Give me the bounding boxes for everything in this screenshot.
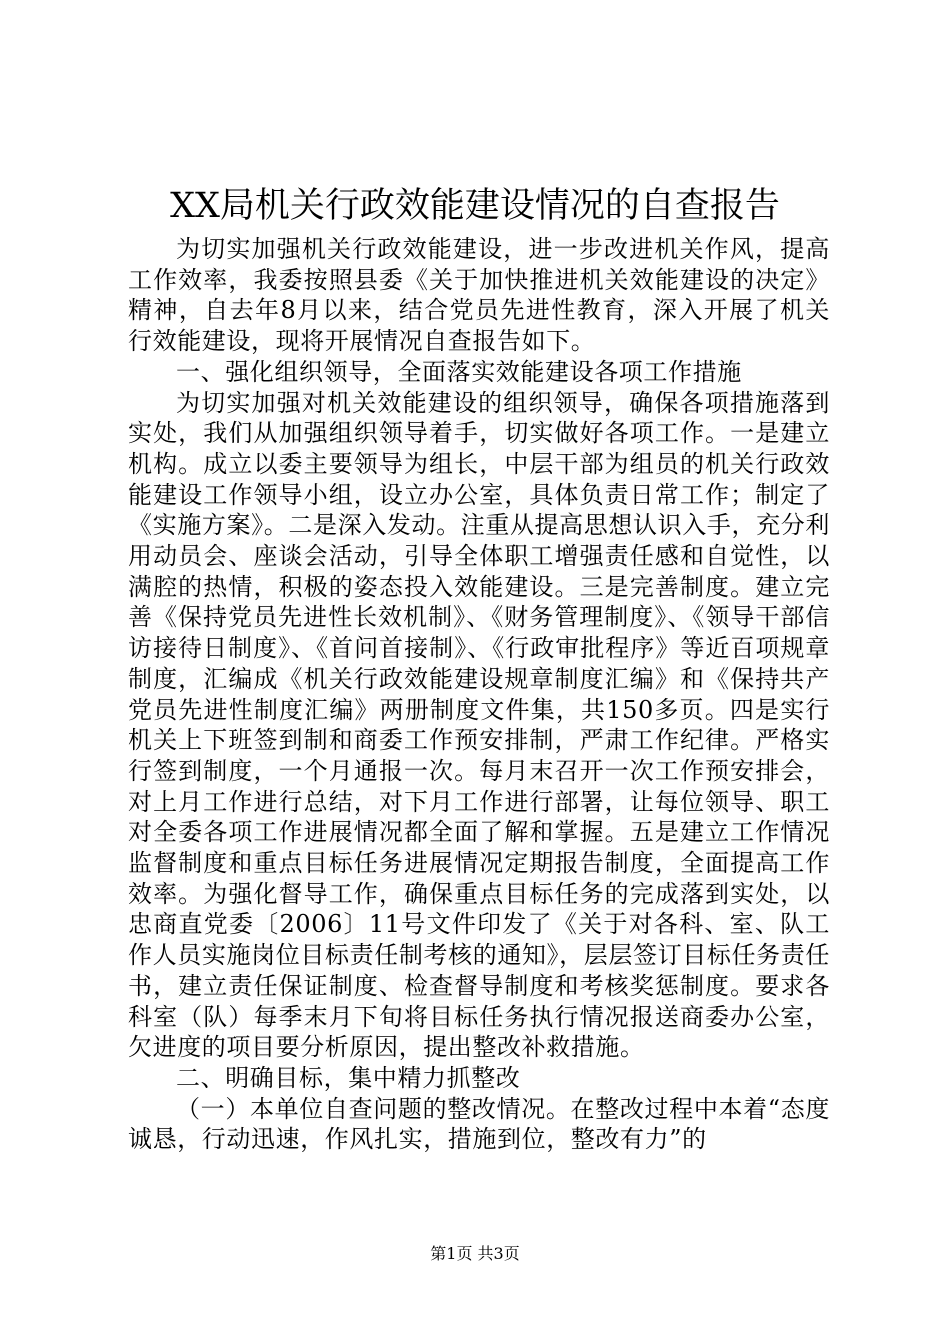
document-body [128, 234, 830, 1155]
document-title: XX局机关行政效能建设情况的自查报告 [170, 186, 780, 226]
section-heading-2: 二、明确目标，集中精力抓整改 [176, 1063, 521, 1092]
intro-paragraph: 为切实加强机关行政效能建设，进一步改进机关作风，提高工作效率，我委按照县委《关于加快推进机关效能建设的决定》精神，自去年8月以来，结合党员先进性教育，深入开展了机关行效能建设，现将开展情况自查报告如下。 [128, 235, 830, 356]
section-1-paragraph: 为切实加强对机关效能建设的组织领导，确保各项措施落到实处，我们从加强组织领导着手，切实做好各项工作。一是建立机构。成立以委主要领导为组长，中层干部为组员的机关行政效能建设工作领导小组，设立办公室，具体负责日常工作；制定了《实施方案》。二是深入发动。注重从提高思想认识入手，充分利用动员会、座谈会活动，引导全体职工增强责任感和自觉性，以满腔的热情，积极的姿态投入效能建设。三是完善制度。建立完善《保持党员先进性长效机制》、《财务管理制度》、《领导干部信访接待日制度》、《首问首接制》、《行政审批程序》等近百项规章制度，汇编成《机关行政效能建设规章制度汇编》和《保持共产党员先进性制度汇编》两册制度文件集，共150多页。四是实行机关上下班签到制和商委工作预安排制，严肃工作纪律。严格实行签到制度，一个月通报一次。每月末召开一次工作预安排会，对上月工作进行总结，对下月工作进行部署，让每位领导、职工对全委各项工作进展情况都全面了解和掌握。五是建立工作情况监督制度和重点目标任务进展情况定期报告制度，全面提高工作效率。为强化督导工作，确保重点目标任务的完成落到实处，以忠商直党委〔2006〕11号文件印发了《关于对各科、室、队工作人员实施岗位目标责任制考核的通知》，层层签订目标任务责任书，建立责任保证制度、检查督导制度和考核奖惩制度。要求各科室（队）每季末月下旬将目标任务执行情况报送商委办公室，欠进度的项目要分析原因，提出整改补救措施。 [128, 388, 830, 1062]
page-footer: 第1页 共3页 [430, 1244, 520, 1263]
section-heading-1: 一、强化组织领导，全面落实效能建设各项工作措施 [176, 357, 742, 386]
subsection-paragraph: （一）本单位自查问题的整改情况。在整改过程中本着“态度诚恳，行动迅速，作风扎实，措施到位，整改有力”的 [128, 1094, 830, 1154]
